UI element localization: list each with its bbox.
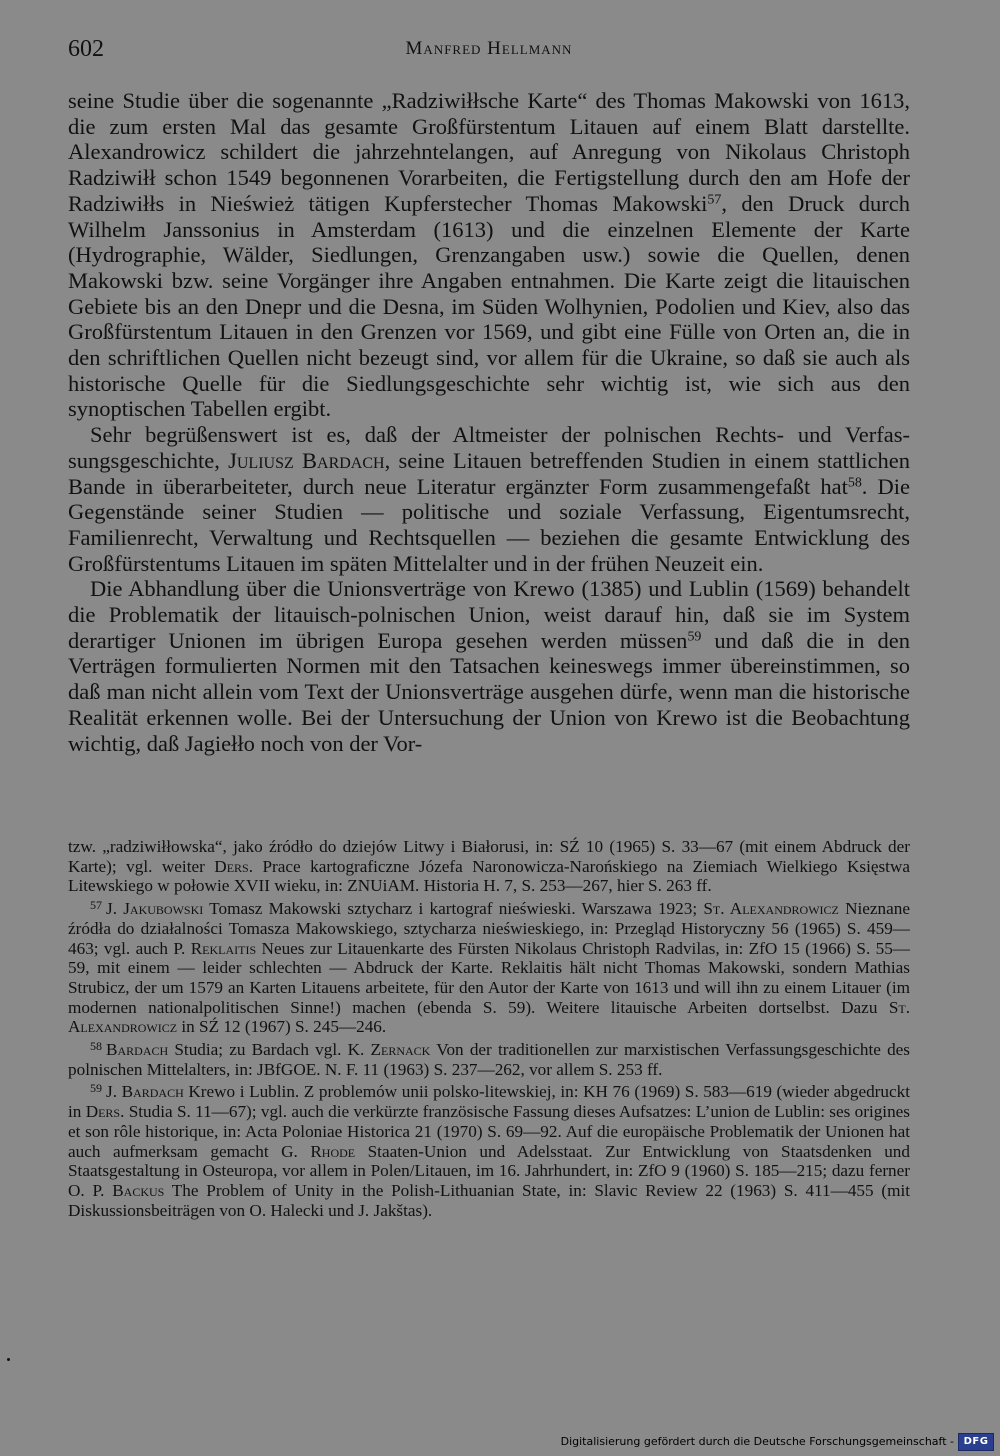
footnote-text: tzw. „radziwiłłowska“, jako źródło do dziejów Litwy i Białorusi, in: SŹ 10 (1965) S. 33—67 (mit einem Abdruck der Karte); vgl. weiter (68, 837, 910, 876)
footnote-number: 59 (90, 1081, 103, 1096)
footnote-text: Studia S. 11—67); vgl. auch die verkürzte französische Fassung dieses Aufsatzes: L’union de Lublin: ses origines et son rôle historique, in: Acta Poloniae Historica 21 (1970) S. 69—92. Auf die europäische Problematik der Unionen hat auch aufmerksam gemacht G. (68, 1102, 910, 1161)
footnote-author: Backus (112, 1180, 165, 1200)
footnote-author: St. Alexandrowicz (68, 997, 910, 1037)
footnote-text: Neues zur Litauenkarte des Fürsten Nikolaus Christoph Radvilas, in: ZfO 15 (1966) S. 55—59, mit einem — leider schlechten — Abdruck der Karte. Reklaitis hält nicht Thomas Makowski, sondern Mathias Strubicz, der um 1579 an Karten Litauens arbeitete, für den Autor der Karte von 1613 und will ihn zu einem Litauer (im modernen nationalpolitischen Sinne!) machen (ebenda S. 59). Weitere litauische Arbeiten dortselbst. Dazu (68, 938, 910, 1017)
footnote-author: J. Bardach (106, 1082, 184, 1102)
paragraph-1-text-b: , den Druck durch Wilhelm Janssonius in Amsterdam (1613) und die einzelnen Elemente der Karte (Hydrographie, Wälder, Siedlungen, Grenzangaben usw.) sowie die Quellen, denen Makowski bzw. seine Vorgänger ihre Angaben entnahmen. Die Karte zeigt die litauischen Gebiete bis an den Dnepr und die Desna, im Süden Wolhynien, Podolien und Kiev, also das Großfürstentum Litauen in den Grenzen vor 1569, und gibt eine Fülle von Orten an, die in den schriftlichen Quellen nicht bezeugt sind, vor allem für die Ukraine, so daß sie auch als historische Quelle für die Siedlungsgeschichte sehr wichtig ist, wie sich aus den synoptischen Tabellen ergibt. (68, 190, 910, 422)
footnote-text: Von der traditionellen zur marxistischen Verfassungsgeschichte des polnischen Mittelalters, in: JBfGOE. N. F. 11 (1963) S. 237—262, vor allem S. 253 ff. (68, 1040, 910, 1079)
paragraph-1 (68, 88, 910, 422)
footnote-author: Ders. (214, 856, 254, 876)
footnote-text: Krewo i Lublin. Z problemów unii polsko-litewskiej, in: KH 76 (1969) S. 583—619 (wieder abgedruckt in (68, 1082, 910, 1122)
footnote-author: Bardach (106, 1040, 169, 1060)
footnote-author: J. Jakubowski (106, 899, 204, 919)
footnote-59 (68, 1082, 910, 1220)
running-head: Manfred Hellmann (405, 38, 573, 59)
footnote-author: St. Alexandrowicz (703, 899, 839, 919)
footnote-text: Studia; zu Bardach vgl. K. (168, 1040, 371, 1060)
digitization-credit (561, 1433, 994, 1450)
footnote-ref-57: 57 (707, 192, 722, 208)
paragraph-3-text-b: und daß die in den Verträgen formulierten Normen mit den Tatsachen keineswegs immer übereinstimmen, so daß man nicht allein vom Text der Unionsverträge ausgehen dürfe, wenn man die historische Realität erkennen wolle. Bei der Untersuchung der Union von Krewo ist die Beobachtung wichtig, daß Jagiełło noch von der Vor- (68, 627, 910, 756)
paragraph-2 (68, 422, 910, 576)
footnote-58 (68, 1040, 910, 1079)
paragraph-2-text-c: . Die Gegenstände seiner Studien — politische und soziale Verfassung, Eigentumsrecht, Familienrecht, Verwaltung und Rechtsquellen — beziehen die gesamte Entwicklung des Großfürstentums Litauen im späten Mittelalter und in der frühen Neuzeit ein. (68, 473, 910, 576)
paragraph-2-text-a: Sehr begrüßenswert ist es, daß der Altmeister der polnischen Rechts- und Verfassungsgeschichte, (68, 422, 910, 473)
main-text (68, 88, 910, 756)
paragraph-2-text-b: , seine Litauen betreffenden Studien in einem stattlichen Bande in überarbeiteter, durch neue Literatur ergänzter Form zusammengefaßt hat (68, 447, 910, 499)
footnote-author: Ders. (85, 1102, 125, 1122)
footnote-number: 58 (90, 1038, 103, 1053)
footnote-text: Staaten-Union und Adelsstaat. Zur Entwicklung von Staatsdenken und Staatsgestaltung in Osteuropa, vor allem in Polen/Litauen, im 16. Jahrhundert, in: ZfO 9 (1960) S. 185—215; dazu ferner O. P. (68, 1141, 910, 1200)
footnote-57 (68, 899, 910, 1037)
paragraph-3 (68, 576, 910, 756)
footnote-text: Prace kartograficzne Józefa Naronowicza-Narońskiego na Ziemiach Wielkiego Księstwa Litewskiego w połowie XVII wieku, in: ZNUiAM. Historia H. 7, S. 253—267, hier S. 263 ff. (68, 856, 910, 896)
footnote-text: The Problem of Unity in the Polish-Lithuanian State, in: Slavic Review 22 (1963) S. 411—455 (mit Diskussionsbeiträgen von O. Halecki und J. Jakštas). (68, 1180, 910, 1220)
credit-text: Digitalisierung gefördert durch die Deutsche Forschungsgemeinschaft - (560, 1435, 954, 1448)
author-name-bardach: Juliusz Bardach (228, 447, 385, 473)
footnote-continuation (68, 837, 910, 896)
paragraph-1-text-a: seine Studie über die sogenannte „Radziwiłłsche Karte“ des Thomas Makowski von 1613, die zum ersten Mal das gesamte Großfürstentum Litauen auf einem Blatt darstellte. Alexandrowicz schildert die jahrzehntelangen, auf Anregung von Nikolaus Christoph Radziwiłł schon 1549 begonnenen Vorarbeiten, die Fertigstellung durch den am Hofe der Radziwiłłs in Nieśwież tätigen Kupferstecher Thomas Makowski (68, 88, 910, 216)
footnote-text: Tomasz Makowski sztycharz i kartograf nieświeski. Warszawa 1923; (203, 899, 704, 919)
paragraph-3-text-a: Die Abhandlung über die Unionsverträge von Krewo (1385) und Lublin (1569) behandelt die Problematik der litauisch-polnischen Union, weist darauf hin, daß sie im System derartiger Unionen im übrigen Europa gesehen werden müssen (68, 576, 910, 653)
dfg-logo-icon: DFG (958, 1433, 994, 1451)
footnote-text: in SŹ 12 (1967) S. 245—246. (177, 1017, 387, 1037)
footnote-author: Zernack (370, 1040, 431, 1060)
footnote-ref-58: 58 (847, 474, 862, 490)
footnote-number: 57 (90, 897, 103, 912)
footnote-text: Nieznane źródła do działalności Tomasza Makowskiego, sztycharza nieświeskiego, in: Przegląd Historyczny 56 (1965) S. 459—463; vgl. auch P. (68, 899, 910, 958)
footnote-author: Reklaitis (190, 938, 257, 958)
page-header (68, 36, 910, 70)
page-number: 602 (68, 36, 104, 62)
footnotes (68, 837, 910, 1220)
footnote-author: Rhode (310, 1141, 356, 1161)
footnote-ref-59: 59 (687, 629, 702, 645)
scan-speck (7, 1358, 10, 1361)
